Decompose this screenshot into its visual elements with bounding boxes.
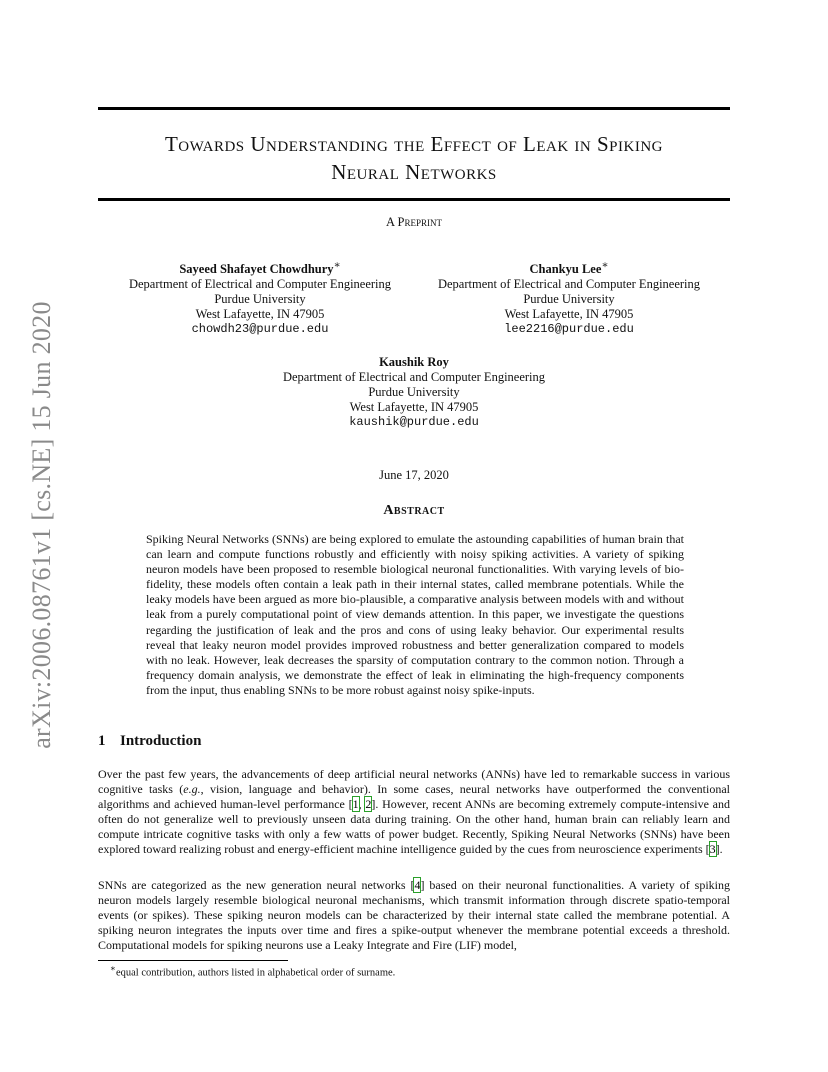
citation-link[interactable]: 1 — [352, 797, 359, 812]
arxiv-id: arXiv:2006.08761v1 [cs.NE] 15 Jun 2020 — [27, 301, 56, 749]
paragraph-text: , vision, language and behavior). In some cases, neural networks have outperformed the conventional algorithms and achieved human-level performance [ — [98, 782, 730, 812]
footnote — [110, 963, 395, 979]
title-line-2: Neural Networks — [331, 160, 497, 184]
citation-link[interactable]: 2 — [365, 797, 372, 812]
author-city: West Lafayette, IN 47905 — [195, 307, 325, 322]
section-number: 1 — [98, 733, 106, 749]
author-email[interactable]: chowdh23@purdue.edu — [191, 322, 329, 337]
title-bottom-rule — [98, 198, 730, 201]
paragraph-text: ]. — [715, 842, 723, 857]
author-block-2 — [420, 258, 718, 337]
author-univ: Purdue University — [214, 292, 306, 307]
emphasis-eg: e.g. — [183, 782, 201, 797]
paragraph-text: Over the past few years, the advancements of deep artificial neural networks (ANNs) have led to remarkable success in various cognitive tasks ( — [98, 767, 730, 797]
footnote-text: equal contribution, authors listed in alphabetical order of surname. — [115, 967, 396, 979]
title-top-rule — [98, 107, 730, 110]
paper-date: June 17, 2020 — [379, 468, 449, 482]
author-city: West Lafayette, IN 47905 — [349, 400, 479, 414]
intro-paragraph-1 — [98, 767, 730, 858]
paper-title — [98, 130, 730, 186]
author-email[interactable]: lee2216@purdue.edu — [504, 322, 634, 337]
author-city: West Lafayette, IN 47905 — [504, 307, 634, 322]
preprint-label: A Preprint — [386, 215, 442, 229]
author-dept: Department of Electrical and Computer Engineering — [128, 277, 392, 292]
intro-paragraph-2 — [98, 878, 730, 953]
author-mark: ∗ — [333, 260, 341, 271]
footnote-rule — [98, 960, 288, 961]
title-line-1: Towards Understanding the Effect of Leak in Spiking — [164, 132, 664, 156]
author-name: Sayeed Shafayet Chowdhury — [179, 262, 334, 277]
author-name: Chankyu Lee — [529, 262, 602, 277]
abstract-text: Spiking Neural Networks (SNNs) are being explored to emulate the astounding capabilities of human brain that can learn and compute functions robustly and efficiently with noisy spiking activities. A variety of spiking neuron models have been proposed to resemble biological neuronal functionalities. With varying levels of bio-fidelity, these models often contain a leak path in their internal states, called membrane potentials. While the leaky models have been argued as more bio-plausible, a comparative analysis between models with and without leak from a purely computational point of view demands attention. In this paper, we investigate the questions regarding the justification of leak and the pros and cons of using leaky behavior. Our experimental results reveal that leaky neuron model provides improved robustness and better generalization compared to models with no leak. However, leak decreases the sparsity of computation contrary to the common notion. Through a frequency domain analysis, we demonstrate the effect of leak in eliminating the high-frequency components from the input, thus enabling SNNs to be more robust against noisy spike-inputs. — [146, 532, 684, 697]
author-email[interactable]: kaushik@purdue.edu — [349, 415, 479, 429]
section-title: Introduction — [120, 733, 202, 749]
author-dept: Department of Electrical and Computer Engineering — [282, 370, 546, 384]
arxiv-sidebar-stamp — [22, 290, 62, 760]
author-name: Kaushik Roy — [379, 355, 449, 369]
paragraph-text: ] based on their neuronal functionalities. A variety of spiking neuron models largely resemble biological neuronal mechanisms, which transmit information through discrete spatio-temporal events (or spikes). These spiking neuron models can be characterized by their internal state called the membrane potential. A spiking neuron integrates the inputs over time and fires a spike-output whenever the membrane potential exceeds a threshold. Computational models for spiking neurons use a Leaky Integrate and Fire (LIF) model, — [98, 878, 730, 953]
paragraph-text: ]. However, recent ANNs are becoming extremely compute-intensive and often do not generalize well to previously unseen data during training. On the other hand, human brain can reliably learn and compute intricate cognitive tasks with only a few watts of power budget. Recently, Spiking Neural Networks (SNNs) have been explored toward realizing robust and energy-efficient machine intelligence guided by the cues from neuroscience experiments [ — [98, 797, 730, 857]
citation-separator: , — [358, 797, 366, 812]
abstract-heading: Abstract — [383, 503, 445, 518]
author-univ: Purdue University — [523, 292, 615, 307]
author-univ: Purdue University — [368, 385, 460, 399]
citation-link[interactable]: 3 — [709, 842, 716, 857]
paragraph-text: SNNs are categorized as the new generation neural networks [ — [98, 878, 415, 892]
citation-link[interactable]: 4 — [414, 878, 421, 892]
author-block-1 — [112, 258, 408, 337]
author-mark: ∗ — [601, 260, 609, 271]
author-block-3 — [264, 355, 564, 430]
footnote-mark: ∗ — [110, 963, 116, 973]
author-dept: Department of Electrical and Computer Engineering — [437, 277, 701, 292]
section-heading-introduction — [98, 733, 201, 750]
